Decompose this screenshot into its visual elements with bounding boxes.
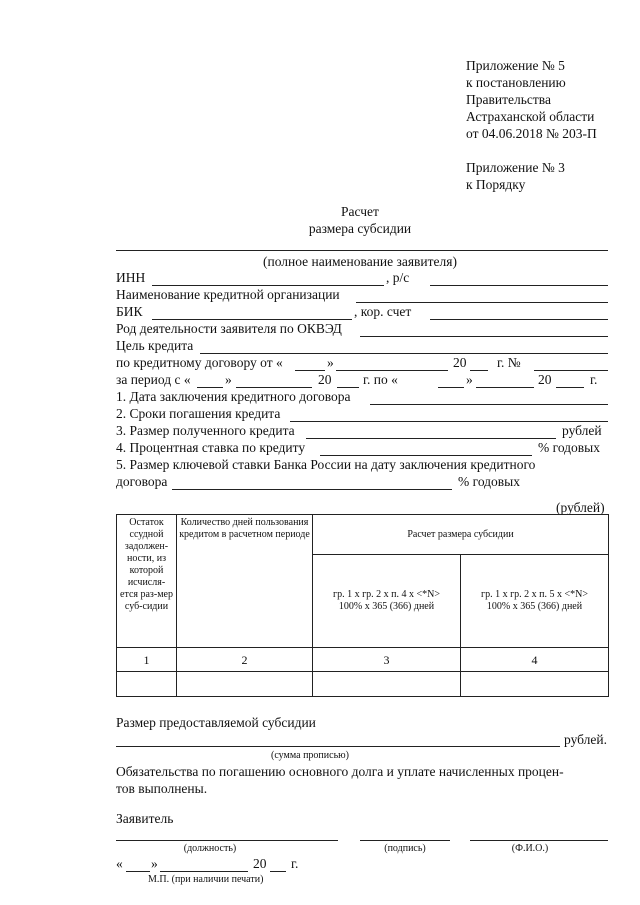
header-calc: Расчет размера субсидии [313,515,609,555]
bank-label: Наименование кредитной организации [116,287,340,302]
purpose-label: Цель кредита [116,338,194,353]
rubles-label: рублей. [564,732,608,747]
applicant-caption: (полное наименование заявителя) [263,254,457,269]
item-5-label-cont: договора [116,474,168,489]
item-3-unit: рублей [562,423,602,438]
contract-label: по кредитному договору от « [116,355,283,370]
date-year-suffix: г. [291,856,299,871]
period-century-2: 20 [538,372,552,387]
period-quote-2: » [466,372,473,387]
period-from-year-field[interactable] [337,387,359,388]
sum-caption: (сумма прописью) [271,750,349,761]
subsidy-sum-field[interactable] [116,746,560,747]
contract-quote: » [327,355,334,370]
appendix-line-5: от 04.06.2018 № 203-П [466,126,597,141]
contract-number-field[interactable] [534,370,608,371]
doc-title: Расчет [341,204,379,219]
period-year-suffix: г. [590,372,598,387]
item-4-field[interactable] [320,455,532,456]
appendix-line-6: Приложение № 3 [466,160,565,175]
bik-field[interactable] [152,319,352,320]
header-balance: Остаток ссудной задолжен-ности, из которой исчисля-ется раз-мер суб-сидии [117,515,177,648]
period-from-day-field[interactable] [197,387,223,388]
period-quote-1: » [225,372,232,387]
item-4-label: 4. Процентная ставка по кредиту [116,440,306,455]
doc-subtitle: размера субсидии [308,221,412,236]
appendix-line-4: Астраханской области [466,109,595,124]
contract-month-field[interactable] [336,370,448,371]
item-4-unit: % годовых [538,440,600,455]
appendix-line-7: к Порядку [466,177,526,192]
fio-caption: (Ф.И.О.) [511,843,549,854]
table-cell-days[interactable] [177,672,313,697]
stamp-caption: М.П. (при наличии печати) [148,874,264,885]
table-cell-calc-1[interactable] [313,672,461,697]
contract-century: 20 [453,355,467,370]
table-units: (рублей) [556,500,605,515]
okved-field[interactable] [360,336,608,337]
bik-label: БИК [116,304,143,319]
signature-field[interactable] [360,840,450,841]
item-3-label: 3. Размер полученного кредита [116,423,295,438]
formula-1-bottom: 100% x 365 (366) дней [338,601,435,612]
formula-2-cell [461,555,609,648]
appendix-line-2: к постановлению [466,75,566,90]
col-number-4: 4 [461,648,609,672]
formula-2-bottom: 100% x 365 (366) дней [486,601,583,612]
fio-field[interactable] [470,840,608,841]
appendix-line-1: Приложение № 5 [466,58,565,73]
position-field[interactable] [116,840,338,841]
formula-2-top: гр. 1 x гр. 2 x п. 5 x <*N> [480,589,589,600]
period-label: за период с « [116,372,191,387]
obligations-line-2: тов выполнены. [116,781,208,796]
period-from-month-field[interactable] [236,387,312,388]
subsidy-size-label: Размер предоставляемой субсидии [116,715,316,730]
item-1-label: 1. Дата заключения кредитного договора [116,389,351,404]
period-century-1: 20 [318,372,332,387]
inn-field[interactable] [152,285,384,286]
date-century: 20 [253,856,267,871]
period-to-label: г. по « [363,372,398,387]
obligations-line-1: Обязательства по погашению основного долга и уплате начисленных процен- [116,764,564,779]
period-to-month-field[interactable] [476,387,534,388]
okved-label: Род деятельности заявителя по ОКВЭД [116,321,342,336]
subsidy-table [116,514,609,697]
contract-year-field[interactable] [470,370,488,371]
table-cell-balance[interactable] [117,672,177,697]
item-5-unit: % годовых [458,474,520,489]
col-number-3: 3 [313,648,461,672]
bank-field[interactable] [356,302,608,303]
period-to-year-field[interactable] [556,387,584,388]
col-number-2: 2 [177,648,313,672]
purpose-field[interactable] [200,353,608,354]
item-5-field[interactable] [172,489,452,490]
applicant-name-line[interactable] [116,250,608,251]
item-2-field[interactable] [290,421,608,422]
date-year-field[interactable] [270,871,286,872]
position-caption: (должность) [183,843,237,854]
item-1-field[interactable] [370,404,608,405]
header-days: Количество дней пользования кредитом в расчетном периоде [177,515,313,648]
appendix-line-3: Правительства [466,92,551,107]
applicant-label: Заявитель [116,811,174,826]
item-3-field[interactable] [306,438,556,439]
contract-number-label: г. № [497,355,521,370]
ks-field[interactable] [430,319,608,320]
rs-label: , р/с [386,270,410,285]
contract-day-field[interactable] [295,370,325,371]
item-5-label: 5. Размер ключевой ставки Банка России на дату заключения кредитного [116,457,536,472]
table-cell-calc-2[interactable] [461,672,609,697]
date-quote-open: « [116,856,123,871]
date-month-field[interactable] [160,871,248,872]
rs-field[interactable] [430,285,608,286]
formula-1-top: гр. 1 x гр. 2 x п. 4 x <*N> [332,589,441,600]
period-to-day-field[interactable] [438,387,464,388]
signature-caption: (подпись) [384,843,426,854]
col-number-1: 1 [117,648,177,672]
ks-label: , кор. счет [354,304,412,319]
date-day-field[interactable] [126,871,150,872]
formula-1-cell [313,555,461,648]
item-2-label: 2. Сроки погашения кредита [116,406,281,421]
inn-label: ИНН [116,270,146,285]
date-quote-close: » [151,856,158,871]
